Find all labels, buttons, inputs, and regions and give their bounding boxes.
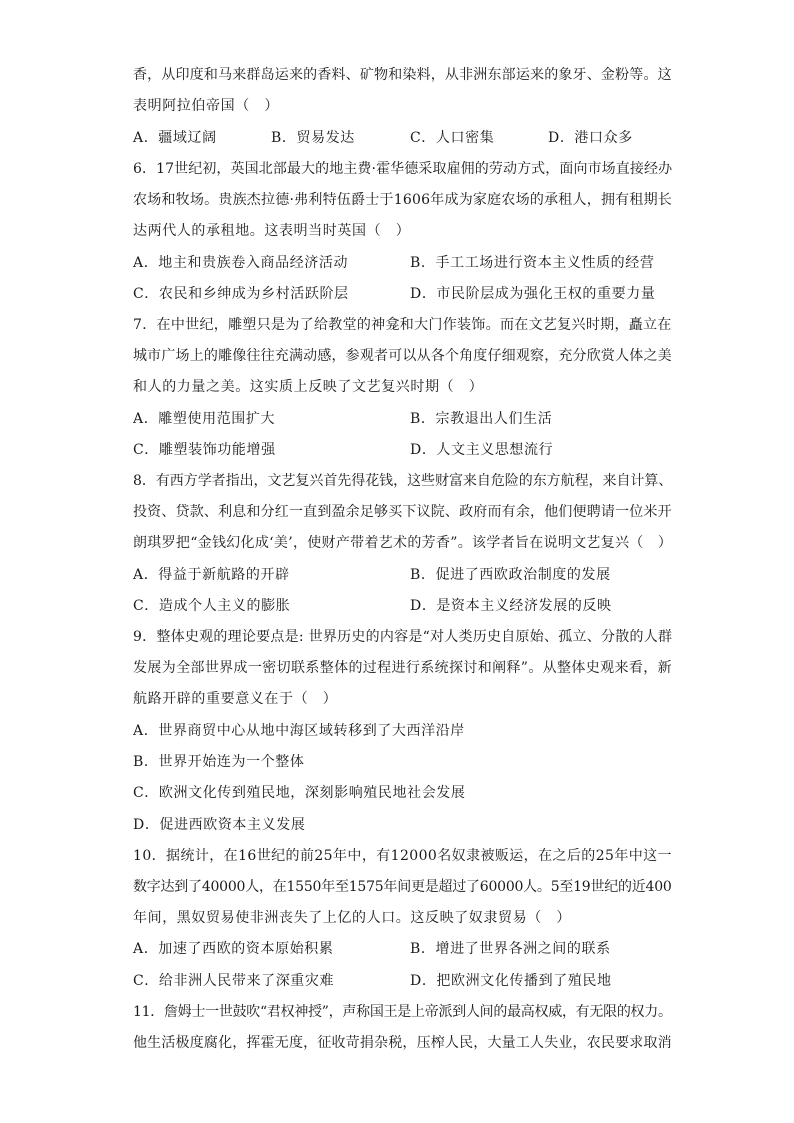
option-a[interactable]: A．加速了西欧的资本原始积累 [133, 941, 334, 957]
question-11-line-1: 11．詹姆士一世鼓吹“君权神授”，声称国王是上帝派到人间的最高权威，有无限的权力。 [133, 1004, 672, 1020]
question-8-line-1: 8．有西方学者指出，文艺复兴首先得花钱，这些财富来自危险的东方航程，来自计算、 [133, 473, 673, 489]
option-d[interactable]: D．促进西欧资本主义发展 [133, 817, 306, 833]
question-10-line-2: 数字达到了40000人，在1550年至1575年间更是超过了60000人。5至19世纪的近400 [133, 879, 672, 895]
option-c[interactable]: C．农民和乡绅成为乡村活跃阶层 [133, 286, 349, 302]
question-6-line-3: 达两代人的承租地。这表明当时英国（ ） [133, 223, 411, 239]
question-5-line-1: 香，从印度和马来群岛运来的香料、矿物和染料，从非洲东部运来的象牙、金粉等。这 [133, 67, 672, 83]
option-a[interactable]: A．地主和贵族卷入商品经济活动 [133, 255, 349, 271]
question-9-line-2: 发展为全部世界成一密切联系整体的过程进行系统探讨和阐释”。从整体史观来看，新 [133, 660, 672, 676]
option-b[interactable]: B．世界开始连为一个整体 [133, 754, 305, 770]
question-9-line-1: 9．整体史观的理论要点是: 世界历史的内容是“对人类历史自原始、孤立、分散的人群 [133, 629, 673, 645]
question-5-line-2: 表明阿拉伯帝国（ ） [133, 98, 279, 114]
question-11-line-2: 他生活极度腐化，挥霍无度，征收苛捐杂税，压榨人民，大量工人失业，农民要求取消 [133, 1035, 672, 1051]
question-6-line-2: 农场和牧场。贵族杰拉德·弗利特伍爵士于1606年成为家庭农场的承租人，拥有租期长 [133, 192, 673, 208]
question-10-line-1: 10．据统计，在16世纪的前25年中，有12000名奴隶被贩运，在之后的25年中这一 [133, 848, 672, 864]
option-d[interactable]: D．人文主义思想流行 [410, 442, 554, 458]
option-b[interactable]: B．贸易发达 [271, 130, 355, 146]
option-c[interactable]: C．欧洲文化传到殖民地，深刻影响殖民地社会发展 [133, 785, 466, 801]
option-a[interactable]: A．世界商贸中心从地中海区域转移到了大西洋沿岸 [133, 723, 465, 739]
question-7-line-1: 7．在中世纪，雕塑只是为了给教堂的神龛和大门作装饰。而在文艺复兴时期，矗立在 [133, 317, 672, 333]
option-c[interactable]: C．造成个人主义的膨胀 [133, 598, 291, 614]
question-6-line-1: 6．17世纪初，英国北部最大的地主费·霍华德采取雇佣的劳动方式，面向市场直接经办 [133, 161, 673, 177]
option-b[interactable]: B．促进了西欧政治制度的发展 [410, 567, 611, 583]
question-7-line-3: 和人的力量之美。这实质上反映了文艺复兴时期（ ） [133, 379, 484, 395]
option-d[interactable]: D．市民阶层成为强化王权的重要力量 [410, 286, 656, 302]
option-c[interactable]: C．雕塑装饰功能增强 [133, 442, 276, 458]
question-8-line-2: 投资、贷款、利息和分红一直到盈余足够买下议院、政府而有余，他们便聘请一位米开 [133, 504, 672, 520]
option-c[interactable]: C．人口密集 [410, 130, 495, 146]
option-b[interactable]: B．增进了世界各洲之间的联系 [410, 941, 611, 957]
question-8-line-3: 朗琪罗把“金钱幻化成‘美’，使财产带着艺术的芳香”。该学者旨在说明文艺复兴（ ） [133, 535, 673, 551]
question-7-line-2: 城市广场上的雕像往往充满动感，参观者可以从各个角度仔细观察，充分欣赏人体之美 [133, 348, 672, 364]
option-b[interactable]: B．宗教退出人们生活 [410, 411, 553, 427]
option-a[interactable]: A．雕塑使用范围扩大 [133, 411, 276, 427]
option-d[interactable]: D．把欧洲文化传播到了殖民地 [410, 973, 612, 989]
question-9-line-3: 航路开辟的重要意义在于（ ） [133, 691, 338, 707]
option-c[interactable]: C．给非洲人民带来了深重灾难 [133, 973, 335, 989]
option-d[interactable]: D．港口众多 [548, 130, 633, 146]
option-a[interactable]: A．得益于新航路的开辟 [133, 567, 290, 583]
option-d[interactable]: D．是资本主义经济发展的反映 [410, 598, 612, 614]
option-a[interactable]: A．疆域辽阔 [133, 130, 217, 146]
question-10-line-3: 年间，黑奴贸易使非洲丧失了上亿的人口。这反映了奴隶贸易（ ） [133, 910, 571, 926]
option-b[interactable]: B．手工工场进行资本主义性质的经营 [410, 255, 655, 271]
